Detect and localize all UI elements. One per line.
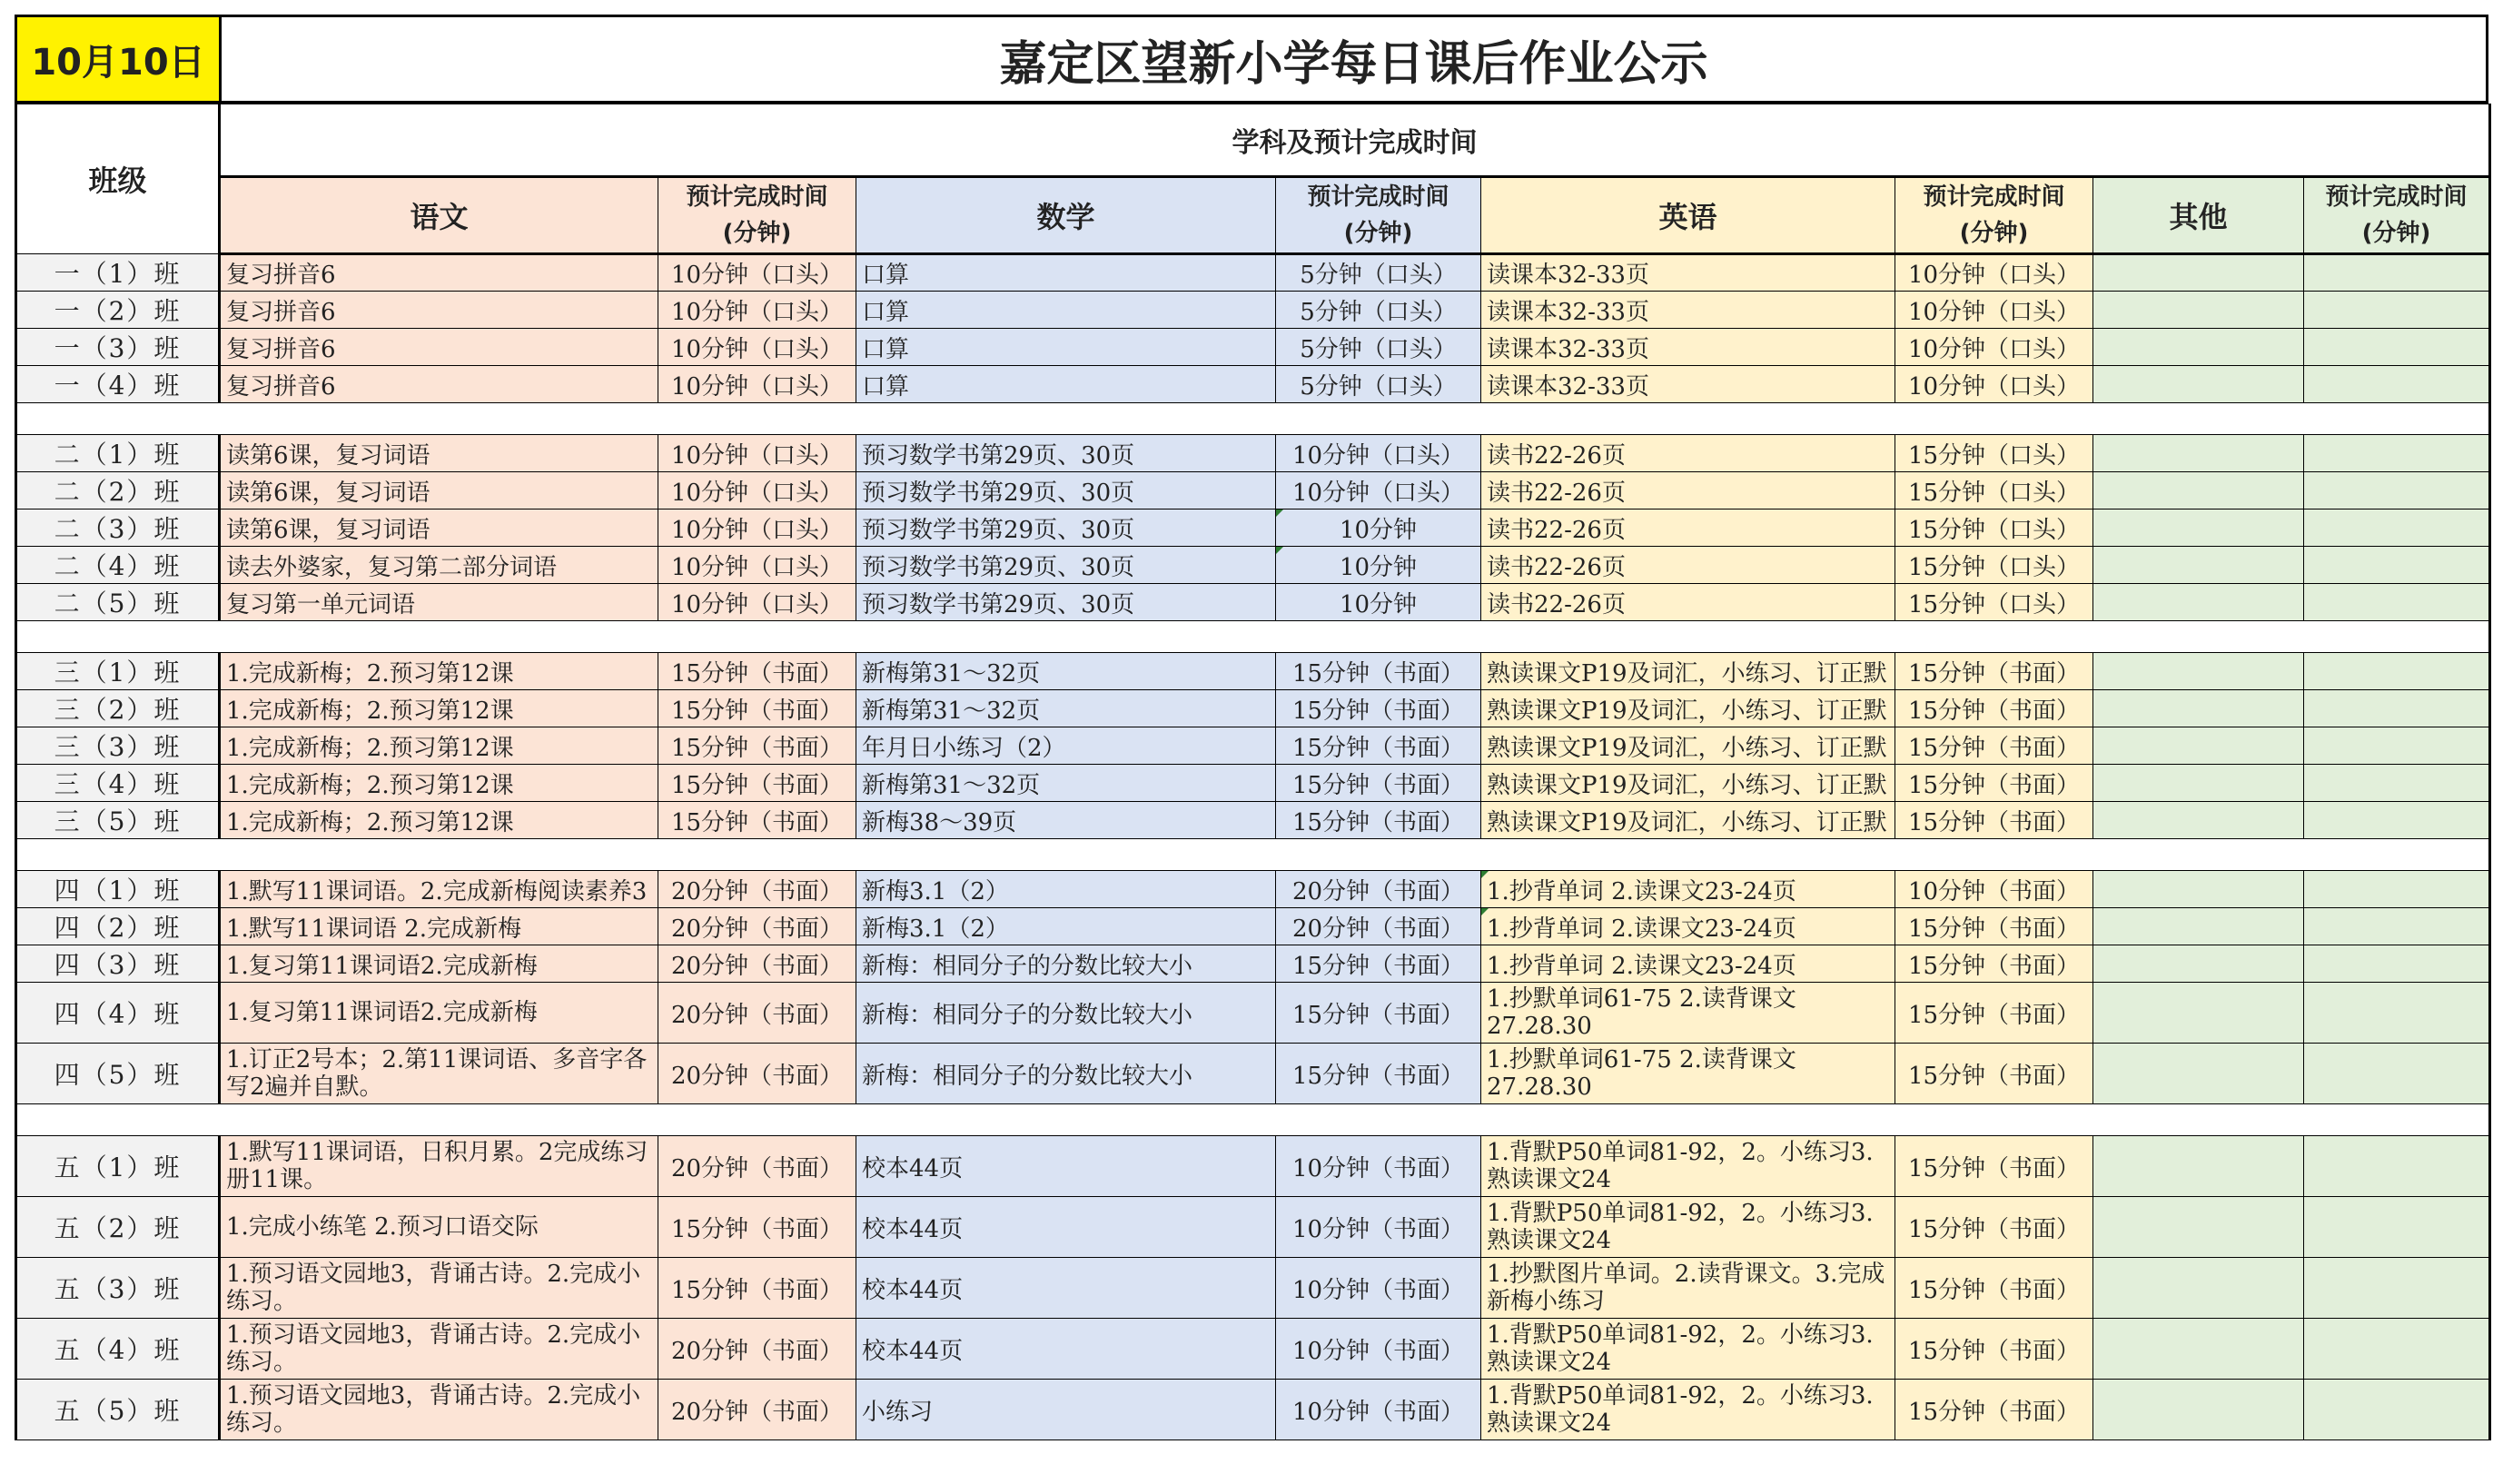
english-time-cell: 15分钟（口头） (1895, 510, 2093, 547)
table-row (16, 690, 2490, 727)
english-homework-cell: 熟读课文P19及词汇，小练习、订正默 (1481, 802, 1895, 839)
math-time-cell: 10分钟 (1276, 584, 1481, 621)
english-time-cell: 15分钟（口头） (1895, 547, 2093, 584)
class-name-cell: 五（3）班 (16, 1258, 220, 1319)
chinese-homework-cell: 1.完成新梅；2.预习第12课 (220, 653, 658, 690)
table-row (16, 802, 2490, 839)
other-time-cell (2304, 1258, 2490, 1319)
english-homework-cell: 读课本32-33页 (1481, 254, 1895, 292)
date-cell: 10月10日 (17, 17, 222, 101)
math-homework-cell: 新梅：相同分子的分数比较大小 (856, 945, 1276, 983)
chinese-homework-cell: 读第6课，复习词语 (220, 510, 658, 547)
table-row (16, 366, 2490, 403)
math-time-cell: 20分钟（书面） (1276, 871, 1481, 908)
other-time-cell (2304, 254, 2490, 292)
chinese-time-cell: 15分钟（书面） (658, 1197, 856, 1258)
other-homework-cell (2093, 653, 2304, 690)
time-header: 预计完成时间 (分钟) (1276, 177, 1481, 254)
english-time-cell: 15分钟（书面） (1895, 727, 2093, 765)
chinese-time-cell: 10分钟（口头） (658, 366, 856, 403)
chinese-homework-cell: 1.默写11课词语 2.完成新梅 (220, 908, 658, 945)
time-header: 预计完成时间 (分钟) (658, 177, 856, 254)
english-time-cell: 15分钟（书面） (1895, 1258, 2093, 1319)
table-row (16, 1258, 2490, 1319)
math-time-cell: 10分钟（口头） (1276, 435, 1481, 472)
other-time-cell (2304, 727, 2490, 765)
chinese-homework-cell: 1.完成新梅；2.预习第12课 (220, 727, 658, 765)
table-row (16, 472, 2490, 510)
english-time-cell: 15分钟（书面） (1895, 765, 2093, 802)
table-row (16, 292, 2490, 329)
english-homework-cell: 1.背默P50单词81-92，2。小练习3.熟读课文24 (1481, 1197, 1895, 1258)
chinese-time-cell: 15分钟（书面） (658, 802, 856, 839)
table-row (16, 908, 2490, 945)
math-time-cell: 15分钟（书面） (1276, 1044, 1481, 1104)
class-column-header: 班级 (16, 104, 220, 254)
other-homework-cell (2093, 1258, 2304, 1319)
spacer-row (16, 621, 2490, 653)
other-homework-cell (2093, 510, 2304, 547)
math-time-cell: 10分钟（口头） (1276, 472, 1481, 510)
other-homework-cell (2093, 1044, 2304, 1104)
english-homework-cell: 1.背默P50单词81-92，2。小练习3.熟读课文24 (1481, 1380, 1895, 1440)
class-name-cell: 五（5）班 (16, 1380, 220, 1440)
math-homework-cell: 校本44页 (856, 1258, 1276, 1319)
math-time-cell: 5分钟（口头） (1276, 329, 1481, 366)
chinese-homework-cell: 1.默写11课词语，日积月累。2完成练习册11课。 (220, 1136, 658, 1197)
class-name-cell: 一（3）班 (16, 329, 220, 366)
chinese-time-cell: 20分钟（书面） (658, 1319, 856, 1380)
chinese-homework-cell: 复习拼音6 (220, 292, 658, 329)
chinese-time-cell: 15分钟（书面） (658, 690, 856, 727)
chinese-time-cell: 20分钟（书面） (658, 1044, 856, 1104)
class-name-cell: 二（5）班 (16, 584, 220, 621)
other-time-cell (2304, 435, 2490, 472)
math-time-cell: 10分钟（书面） (1276, 1197, 1481, 1258)
other-homework-cell (2093, 254, 2304, 292)
english-time-cell: 10分钟（口头） (1895, 366, 2093, 403)
math-time-cell: 15分钟（书面） (1276, 765, 1481, 802)
math-homework-cell: 口算 (856, 329, 1276, 366)
english-homework-cell: 熟读课文P19及词汇，小练习、订正默 (1481, 653, 1895, 690)
math-homework-cell: 新梅3.1（2） (856, 871, 1276, 908)
math-homework-cell: 新梅第31～32页 (856, 653, 1276, 690)
spacer-row (16, 839, 2490, 871)
math-homework-cell: 新梅38～39页 (856, 802, 1276, 839)
chinese-homework-cell: 1.完成新梅；2.预习第12课 (220, 690, 658, 727)
english-time-cell: 10分钟（书面） (1895, 871, 2093, 908)
table-row (16, 510, 2490, 547)
table-row (16, 765, 2490, 802)
chinese-time-cell: 10分钟（口头） (658, 472, 856, 510)
english-time-cell: 15分钟（书面） (1895, 945, 2093, 983)
class-name-cell: 二（2）班 (16, 472, 220, 510)
subject-header-chinese: 语文 (220, 177, 658, 254)
english-homework-cell: 读书22-26页 (1481, 547, 1895, 584)
class-name-cell: 一（4）班 (16, 366, 220, 403)
chinese-time-cell: 20分钟（书面） (658, 908, 856, 945)
math-time-cell: 10分钟（书面） (1276, 1258, 1481, 1319)
table-row (16, 329, 2490, 366)
english-homework-cell: 读书22-26页 (1481, 510, 1895, 547)
other-homework-cell (2093, 802, 2304, 839)
chinese-homework-cell: 读第6课，复习词语 (220, 472, 658, 510)
other-time-cell (2304, 292, 2490, 329)
english-homework-cell: 读书22-26页 (1481, 472, 1895, 510)
math-time-cell: 15分钟（书面） (1276, 727, 1481, 765)
english-time-cell: 15分钟（口头） (1895, 584, 2093, 621)
homework-table (15, 104, 2491, 1440)
table-row (16, 945, 2490, 983)
english-time-cell: 10分钟（口头） (1895, 329, 2093, 366)
table-row (16, 1136, 2490, 1197)
other-homework-cell (2093, 727, 2304, 765)
english-time-cell: 15分钟（口头） (1895, 435, 2093, 472)
english-homework-cell: 1.背默P50单词81-92，2。小练习3.熟读课文24 (1481, 1319, 1895, 1380)
math-time-cell: 15分钟（书面） (1276, 983, 1481, 1044)
english-time-cell: 15分钟（书面） (1895, 653, 2093, 690)
chinese-time-cell: 15分钟（书面） (658, 653, 856, 690)
chinese-homework-cell: 1.完成新梅；2.预习第12课 (220, 765, 658, 802)
math-homework-cell: 预习数学书第29页、30页 (856, 435, 1276, 472)
table-row (16, 983, 2490, 1044)
english-homework-cell: 1.抄默图片单词。2.读背课文。3.完成新梅小练习 (1481, 1258, 1895, 1319)
math-time-cell: 15分钟（书面） (1276, 802, 1481, 839)
chinese-time-cell: 20分钟（书面） (658, 1380, 856, 1440)
other-time-cell (2304, 1319, 2490, 1380)
english-homework-cell: 1.抄默单词61-75 2.读背课文27.28.30 (1481, 1044, 1895, 1104)
other-time-cell (2304, 653, 2490, 690)
table-row (16, 727, 2490, 765)
other-homework-cell (2093, 690, 2304, 727)
other-time-cell (2304, 1044, 2490, 1104)
class-name-cell: 三（5）班 (16, 802, 220, 839)
chinese-time-cell: 10分钟（口头） (658, 435, 856, 472)
other-time-cell (2304, 1380, 2490, 1440)
title-bar (15, 15, 2488, 104)
english-homework-cell: 熟读课文P19及词汇，小练习、订正默 (1481, 765, 1895, 802)
math-time-cell: 10分钟 (1276, 547, 1481, 584)
page-title: 嘉定区望新小学每日课后作业公示 (999, 36, 1708, 92)
class-name-cell: 二（4）班 (16, 547, 220, 584)
math-homework-cell: 校本44页 (856, 1197, 1276, 1258)
subject-header-other: 其他 (2093, 177, 2304, 254)
chinese-homework-cell: 1.复习第11课词语2.完成新梅 (220, 983, 658, 1044)
chinese-time-cell: 10分钟（口头） (658, 510, 856, 547)
english-homework-cell: 1.抄背单词 2.读课文23-24页 (1481, 908, 1895, 945)
english-time-cell: 15分钟（书面） (1895, 1136, 2093, 1197)
math-homework-cell: 小练习 (856, 1380, 1276, 1440)
other-homework-cell (2093, 871, 2304, 908)
other-homework-cell (2093, 1136, 2304, 1197)
other-time-cell (2304, 908, 2490, 945)
math-time-cell: 10分钟（书面） (1276, 1380, 1481, 1440)
chinese-homework-cell: 1.完成新梅；2.预习第12课 (220, 802, 658, 839)
chinese-homework-cell: 读去外婆家，复习第二部分词语 (220, 547, 658, 584)
table-row (16, 547, 2490, 584)
chinese-time-cell: 10分钟（口头） (658, 254, 856, 292)
other-time-cell (2304, 329, 2490, 366)
other-homework-cell (2093, 1197, 2304, 1258)
chinese-homework-cell: 1.复习第11课词语2.完成新梅 (220, 945, 658, 983)
other-homework-cell (2093, 765, 2304, 802)
other-time-cell (2304, 1136, 2490, 1197)
class-name-cell: 二（3）班 (16, 510, 220, 547)
spacer-row (16, 1104, 2490, 1136)
math-time-cell: 10分钟（书面） (1276, 1136, 1481, 1197)
class-name-cell: 三（4）班 (16, 765, 220, 802)
other-homework-cell (2093, 292, 2304, 329)
time-header: 预计完成时间 (分钟) (2304, 177, 2490, 254)
other-homework-cell (2093, 329, 2304, 366)
math-time-cell: 5分钟（口头） (1276, 254, 1481, 292)
chinese-homework-cell: 1.订正2号本；2.第11课词语、多音字各写2遍并自默。 (220, 1044, 658, 1104)
class-name-cell: 三（1）班 (16, 653, 220, 690)
class-name-cell: 一（1）班 (16, 254, 220, 292)
english-homework-cell: 读书22-26页 (1481, 584, 1895, 621)
english-homework-cell: 读书22-26页 (1481, 435, 1895, 472)
spacer-row (16, 403, 2490, 435)
other-time-cell (2304, 690, 2490, 727)
english-time-cell: 15分钟（书面） (1895, 690, 2093, 727)
chinese-time-cell: 20分钟（书面） (658, 871, 856, 908)
math-homework-cell: 校本44页 (856, 1136, 1276, 1197)
math-homework-cell: 口算 (856, 254, 1276, 292)
chinese-homework-cell: 1.预习语文园地3，背诵古诗。2.完成小练习。 (220, 1258, 658, 1319)
chinese-time-cell: 20分钟（书面） (658, 983, 856, 1044)
other-time-cell (2304, 945, 2490, 983)
other-time-cell (2304, 510, 2490, 547)
subject-header-english: 英语 (1481, 177, 1895, 254)
english-time-cell: 15分钟（书面） (1895, 1319, 2093, 1380)
table-row (16, 1197, 2490, 1258)
english-homework-cell: 1.抄背单词 2.读课文23-24页 (1481, 871, 1895, 908)
chinese-homework-cell: 1.预习语文园地3，背诵古诗。2.完成小练习。 (220, 1319, 658, 1380)
class-name-cell: 三（2）班 (16, 690, 220, 727)
math-homework-cell: 预习数学书第29页、30页 (856, 584, 1276, 621)
table-row (16, 653, 2490, 690)
english-homework-cell: 读课本32-33页 (1481, 292, 1895, 329)
class-name-cell: 三（3）班 (16, 727, 220, 765)
math-homework-cell: 校本44页 (856, 1319, 1276, 1380)
chinese-homework-cell: 1.完成小练笔 2.预习口语交际 (220, 1197, 658, 1258)
english-time-cell: 15分钟（书面） (1895, 983, 2093, 1044)
math-homework-cell: 预习数学书第29页、30页 (856, 547, 1276, 584)
math-homework-cell: 口算 (856, 366, 1276, 403)
chinese-time-cell: 15分钟（书面） (658, 1258, 856, 1319)
other-homework-cell (2093, 435, 2304, 472)
math-time-cell: 20分钟（书面） (1276, 908, 1481, 945)
chinese-time-cell: 20分钟（书面） (658, 1136, 856, 1197)
subject-header-math: 数学 (856, 177, 1276, 254)
class-name-cell: 二（1）班 (16, 435, 220, 472)
math-time-cell: 10分钟（书面） (1276, 1319, 1481, 1380)
english-time-cell: 10分钟（口头） (1895, 254, 2093, 292)
table-row (16, 584, 2490, 621)
math-time-cell: 10分钟 (1276, 510, 1481, 547)
chinese-homework-cell: 1.预习语文园地3，背诵古诗。2.完成小练习。 (220, 1380, 658, 1440)
other-homework-cell (2093, 945, 2304, 983)
chinese-time-cell: 20分钟（书面） (658, 945, 856, 983)
class-name-cell: 四（5）班 (16, 1044, 220, 1104)
other-time-cell (2304, 547, 2490, 584)
math-time-cell: 15分钟（书面） (1276, 653, 1481, 690)
chinese-homework-cell: 复习拼音6 (220, 329, 658, 366)
other-homework-cell (2093, 366, 2304, 403)
other-time-cell (2304, 584, 2490, 621)
other-time-cell (2304, 472, 2490, 510)
other-time-cell (2304, 871, 2490, 908)
chinese-homework-cell: 读第6课，复习词语 (220, 435, 658, 472)
other-homework-cell (2093, 1380, 2304, 1440)
class-name-cell: 五（2）班 (16, 1197, 220, 1258)
english-time-cell: 15分钟（书面） (1895, 1044, 2093, 1104)
class-name-cell: 四（2）班 (16, 908, 220, 945)
chinese-homework-cell: 复习拼音6 (220, 366, 658, 403)
math-homework-cell: 新梅3.1（2） (856, 908, 1276, 945)
class-name-cell: 四（1）班 (16, 871, 220, 908)
math-homework-cell: 预习数学书第29页、30页 (856, 472, 1276, 510)
english-time-cell: 10分钟（口头） (1895, 292, 2093, 329)
other-homework-cell (2093, 908, 2304, 945)
math-homework-cell: 新梅：相同分子的分数比较大小 (856, 983, 1276, 1044)
math-time-cell: 15分钟（书面） (1276, 945, 1481, 983)
table-row (16, 871, 2490, 908)
english-time-cell: 15分钟（口头） (1895, 472, 2093, 510)
table-row (16, 1044, 2490, 1104)
chinese-homework-cell: 1.默写11课词语。2.完成新梅阅读素养3 (220, 871, 658, 908)
other-homework-cell (2093, 584, 2304, 621)
homework-sheet (15, 15, 2488, 1440)
chinese-homework-cell: 复习拼音6 (220, 254, 658, 292)
chinese-time-cell: 15分钟（书面） (658, 765, 856, 802)
other-time-cell (2304, 366, 2490, 403)
other-homework-cell (2093, 472, 2304, 510)
english-homework-cell: 1.抄背单词 2.读课文23-24页 (1481, 945, 1895, 983)
math-homework-cell: 预习数学书第29页、30页 (856, 510, 1276, 547)
other-homework-cell (2093, 983, 2304, 1044)
math-time-cell: 5分钟（口头） (1276, 292, 1481, 329)
other-homework-cell (2093, 1319, 2304, 1380)
chinese-time-cell: 10分钟（口头） (658, 547, 856, 584)
class-name-cell: 五（4）班 (16, 1319, 220, 1380)
english-time-cell: 15分钟（书面） (1895, 802, 2093, 839)
english-homework-cell: 读课本32-33页 (1481, 366, 1895, 403)
english-time-cell: 15分钟（书面） (1895, 908, 2093, 945)
english-homework-cell: 1.背默P50单词81-92，2。小练习3.熟读课文24 (1481, 1136, 1895, 1197)
table-body (16, 254, 2490, 1440)
time-header: 预计完成时间 (分钟) (1895, 177, 2093, 254)
math-homework-cell: 口算 (856, 292, 1276, 329)
other-time-cell (2304, 802, 2490, 839)
other-homework-cell (2093, 547, 2304, 584)
chinese-time-cell: 10分钟（口头） (658, 329, 856, 366)
chinese-time-cell: 15分钟（书面） (658, 727, 856, 765)
class-name-cell: 五（1）班 (16, 1136, 220, 1197)
table-row (16, 435, 2490, 472)
chinese-homework-cell: 复习第一单元词语 (220, 584, 658, 621)
class-name-cell: 四（3）班 (16, 945, 220, 983)
math-homework-cell: 新梅第31～32页 (856, 765, 1276, 802)
other-time-cell (2304, 765, 2490, 802)
table-row (16, 1380, 2490, 1440)
math-homework-cell: 年月日小练习（2） (856, 727, 1276, 765)
table-row (16, 1319, 2490, 1380)
subject-span-header: 学科及预计完成时间 (220, 104, 2490, 177)
class-name-cell: 四（4）班 (16, 983, 220, 1044)
class-name-cell: 一（2）班 (16, 292, 220, 329)
english-time-cell: 15分钟（书面） (1895, 1197, 2093, 1258)
other-time-cell (2304, 983, 2490, 1044)
english-homework-cell: 熟读课文P19及词汇，小练习、订正默 (1481, 690, 1895, 727)
chinese-time-cell: 10分钟（口头） (658, 584, 856, 621)
english-homework-cell: 1.抄默单词61-75 2.读背课文27.28.30 (1481, 983, 1895, 1044)
math-homework-cell: 新梅：相同分子的分数比较大小 (856, 1044, 1276, 1104)
english-homework-cell: 读课本32-33页 (1481, 329, 1895, 366)
chinese-time-cell: 10分钟（口头） (658, 292, 856, 329)
english-homework-cell: 熟读课文P19及词汇，小练习、订正默 (1481, 727, 1895, 765)
english-time-cell: 15分钟（书面） (1895, 1380, 2093, 1440)
math-homework-cell: 新梅第31～32页 (856, 690, 1276, 727)
other-time-cell (2304, 1197, 2490, 1258)
math-time-cell: 15分钟（书面） (1276, 690, 1481, 727)
math-time-cell: 5分钟（口头） (1276, 366, 1481, 403)
table-row (16, 254, 2490, 292)
